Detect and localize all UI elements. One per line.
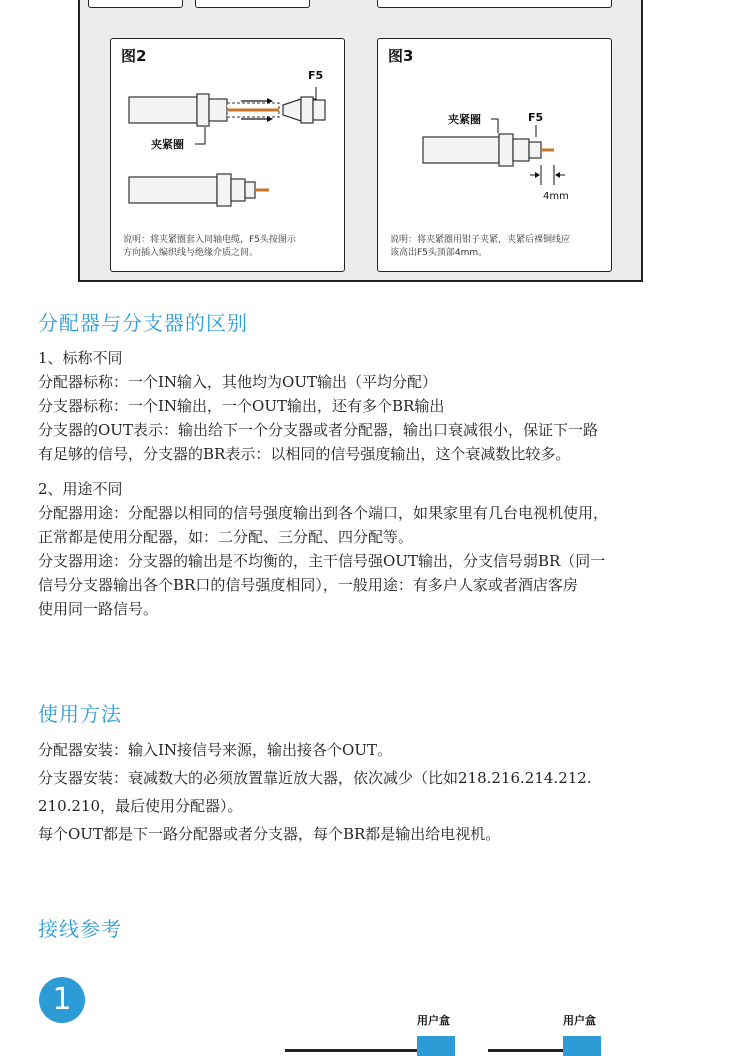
section-heading-usage: 使用方法 bbox=[38, 702, 122, 726]
figure-2-note bbox=[123, 234, 335, 260]
dimension-4mm-label: 4mm bbox=[543, 191, 569, 202]
text-line: 分支器的OUT表示：输出给下一个分支器或者分配器，输出口衰减很小，保证下一路 bbox=[38, 421, 598, 439]
cable-diagram-fig3 bbox=[378, 39, 613, 229]
user-box-label: 用户盒 bbox=[417, 1014, 450, 1027]
text-line: 分配器用途：分配器以相同的信号强度输出到各个端口，如果家里有几台电视机使用， bbox=[38, 504, 609, 522]
f5-label: F5 bbox=[528, 111, 544, 124]
text-line: 分支器用途：分支器的输出是不均衡的，主干信号强OUT输出，分支信号弱BR（同一 bbox=[38, 552, 606, 570]
text-line: 210.210，最后使用分配器）。 bbox=[38, 797, 243, 815]
clamp-ring-label: 夹紧圈 bbox=[448, 113, 481, 126]
user-box bbox=[417, 1036, 455, 1056]
figure-3-note bbox=[390, 234, 602, 260]
section-heading-wiring: 接线参考 bbox=[38, 917, 122, 941]
section-usage-body bbox=[38, 738, 718, 846]
cable-line bbox=[285, 1049, 417, 1052]
note-line: 该高出F5头顶部4mm。 bbox=[390, 248, 488, 258]
text-line: 有足够的信号，分支器的BR表示：以相同的信号强度输出，这个衰减数比较多。 bbox=[38, 445, 571, 463]
user-box bbox=[563, 1036, 601, 1056]
section-difference-body bbox=[38, 346, 718, 621]
text-line: 正常都是使用分配器，如：二分配、三分配、四分配等。 bbox=[38, 528, 414, 546]
note-line: 说明：将夹紧圈套入同轴电缆，F5头按图示 bbox=[123, 235, 296, 245]
section-heading-difference: 分配器与分支器的区别 bbox=[38, 311, 248, 335]
text-line: 分支器安装：衰减数大的必须放置靠近放大器，依次减少（比如218.216.214.212. bbox=[38, 769, 592, 787]
figure-3-title: 图3 bbox=[388, 47, 414, 65]
top-figure-stub bbox=[195, 0, 310, 8]
top-figure-stub bbox=[88, 0, 183, 8]
note-line: 说明：将夹紧圈用钳子夹紧，夹紧后裸铜线应 bbox=[390, 235, 571, 245]
cable-diagram-fig2 bbox=[111, 39, 346, 229]
top-figure-stub bbox=[377, 0, 612, 8]
step-number-badge: 1 bbox=[39, 977, 85, 1023]
text-line: 2、用途不同 bbox=[38, 480, 123, 498]
text-line: 使用同一路信号。 bbox=[38, 600, 159, 618]
cable-line bbox=[488, 1049, 563, 1052]
f5-label: F5 bbox=[308, 69, 324, 82]
text-line: 每个OUT都是下一路分配器或者分支器，每个BR都是输出给电视机。 bbox=[38, 825, 501, 843]
illustration-panel bbox=[78, 0, 643, 282]
clamp-ring-label: 夹紧圈 bbox=[151, 138, 184, 151]
user-box-label: 用户盒 bbox=[563, 1014, 596, 1027]
note-line: 方向插入编织线与绝缘介质之间。 bbox=[123, 248, 259, 258]
text-line: 1、标称不同 bbox=[38, 349, 123, 367]
figure-3 bbox=[377, 38, 612, 272]
text-line: 分支器标称：一个IN输出，一个OUT输出，还有多个BR输出 bbox=[38, 397, 445, 415]
figure-2-title: 图2 bbox=[121, 47, 147, 65]
text-line: 信号分支器输出各个BR口的信号强度相同），一般用途：有多户人家或者酒店客房 bbox=[38, 576, 578, 594]
text-line: 分配器安装：输入IN接信号来源，输出接各个OUT。 bbox=[38, 741, 392, 759]
text-line: 分配器标称：一个IN输入，其他均为OUT输出（平均分配） bbox=[38, 373, 437, 391]
figure-2 bbox=[110, 38, 345, 272]
